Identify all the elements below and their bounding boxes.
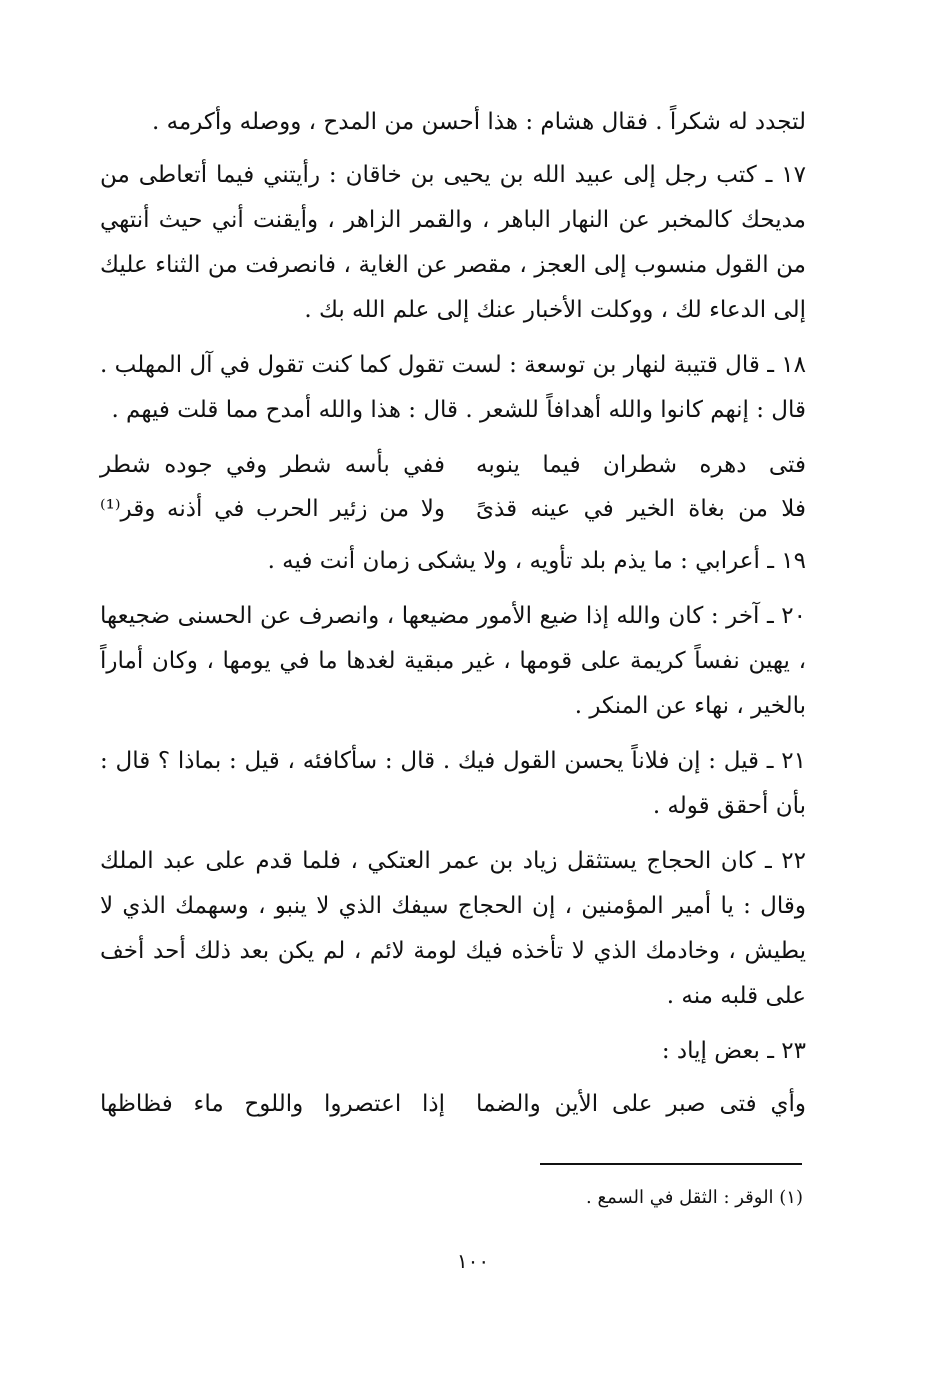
paragraph-19: ١٩ ـ أعرابي : ما يذم بلد تأويه ، ولا يشكى زمان أنت فيه .: [267, 548, 806, 574]
poem-1: [100, 443, 806, 531]
paragraph-23: ٢٣ ـ بعض إياد :: [661, 1038, 806, 1064]
paragraph-intro: لتجدد له شكراً . فقال هشام : هذا أحسن من المدح ، ووصله وأكرمه .: [151, 109, 806, 135]
paragraph-17: ١٧ ـ كتب رجل إلى عبيد الله بن يحيى بن خاقان : رأيتني فيما أتعاطى من مديحك كالمخبر عن النهار الباهر ، والقمر الزاهر ، وأيقنت أني حيث أنتهي من القول منسوب إلى العجز ، مقصر عن الغاية ، فانصرفت من الثناء عليك إلى الدعاء لك ، ووكلت الأخبار عنك إلى علم الله بك .: [100, 162, 806, 323]
page-number: ١٠٠: [456, 1249, 490, 1273]
verse-second-hemistich: ففي بأسه شطر وفي جوده شطر: [100, 452, 445, 478]
verse-first-hemistich: فلا من بغاة الخير في عينه قذىً: [476, 496, 806, 522]
verse-first-hemistich: فتى دهره شطران فيما ينوبه: [476, 452, 806, 478]
page-body: [100, 100, 806, 1134]
footnote: (١) الوقر : الثقل في السمع .: [586, 1187, 803, 1208]
paragraph-18: ١٨ ـ قال قتيبة لنهار بن توسعة : لست تقول كما كنت تقول في آل المهلب . قال : إنهم كانوا والله أهدافاً للشعر . قال : هذا والله أمدح مما قلت فيهم .: [100, 352, 806, 423]
paragraph-22: ٢٢ ـ كان الحجاج يستثقل زياد بن عمر العتكي ، فلما قدم على عبد الملك وقال : يا أمير المؤمنين ، إن الحجاج سيفك الذي لا ينبو ، وسهمك الذي لا يطيش ، وخادمك الذي لا تأخذه فيك لومة لائم ، لم يكن بعد ذلك أحد أخف على قلبه منه .: [100, 848, 806, 1009]
verse-line: [100, 443, 806, 487]
footnote-divider: [540, 1163, 802, 1165]
poem-2: [100, 1082, 806, 1126]
paragraph-21: ٢١ ـ قيل : إن فلاناً يحسن القول فيك . قال : سأكافئه ، قيل : بماذا ؟ قال : بأن أحقق قوله .: [100, 748, 806, 819]
verse-line: [100, 1082, 806, 1126]
verse-second-hemistich: ولا من زئير الحرب في أذنه وقر⁽¹⁾: [100, 496, 445, 522]
verse-first-hemistich: وأي فتى صبر على الأين والضما: [476, 1091, 806, 1117]
verse-line: [100, 487, 806, 531]
verse-second-hemistich: إذا اعتصروا واللوح ماء فظاظها: [100, 1091, 445, 1117]
paragraph-20: ٢٠ ـ آخر : كان والله إذا ضيع الأمور مضيعها ، وانصرف عن الحسنى ضجيعها ، يهين نفساً كريمة على قومها ، غير مبقية لغدها ما في يومها ، وكان أماراً بالخير ، نهاء عن المنكر .: [100, 603, 806, 719]
